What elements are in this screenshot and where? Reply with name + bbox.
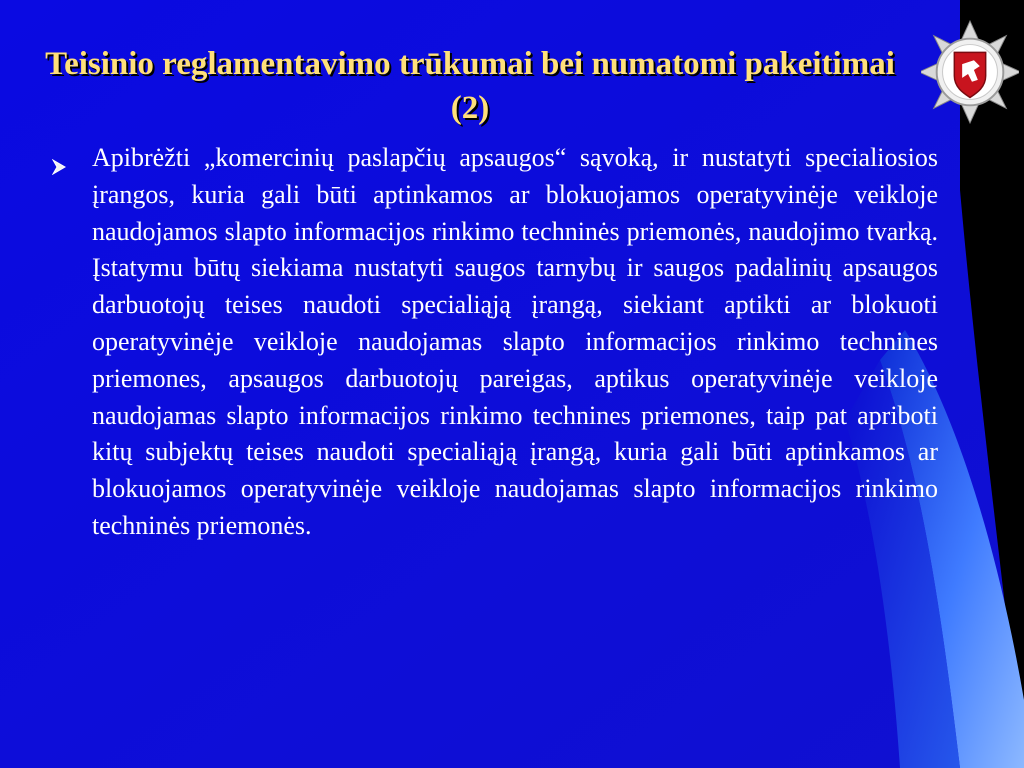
bullet-text: Apibrėžti „komercinių paslapčių apsaugos“ sąvoką, ir nustatyti specialiosios įrangos, kuria gali būti aptinkamos ar blokuojamos operatyvinėje veikloje naudojamos slapto informacijos rinkimo techninės priemonės, naudojimo tvarką. Įstatymu būtų siekiama nustatyti saugos tarnybų ir saugos padalinių apsaugos darbuotojų teises naudoti specialiąją įrangą, siekiant aptikti ar blokuoti operatyvinėje veikloje naudojamas slapto informacijos rinkimo technines priemones, apsaugos darbuotojų pareigas, aptikus operatyvinėje veikloje naudojamas slapto informacijos rinkimo technines priemones, taip pat apriboti kitų subjektų teises naudoti specialiąją įrangą, kuria gali būti aptinkamos ar blokuojamos operatyvinėje veikloje naudojamas slapto informacijos rinkimo techninės priemonės. xyxy=(92,143,938,540)
arrowhead-bullet-icon xyxy=(52,140,92,186)
police-star-emblem xyxy=(921,18,1019,126)
bullet-item xyxy=(52,140,938,545)
slide-title: Teisinio reglamentavimo trūkumai bei numatomi pakeitimai (2) xyxy=(45,46,895,126)
slide-content xyxy=(52,140,938,545)
